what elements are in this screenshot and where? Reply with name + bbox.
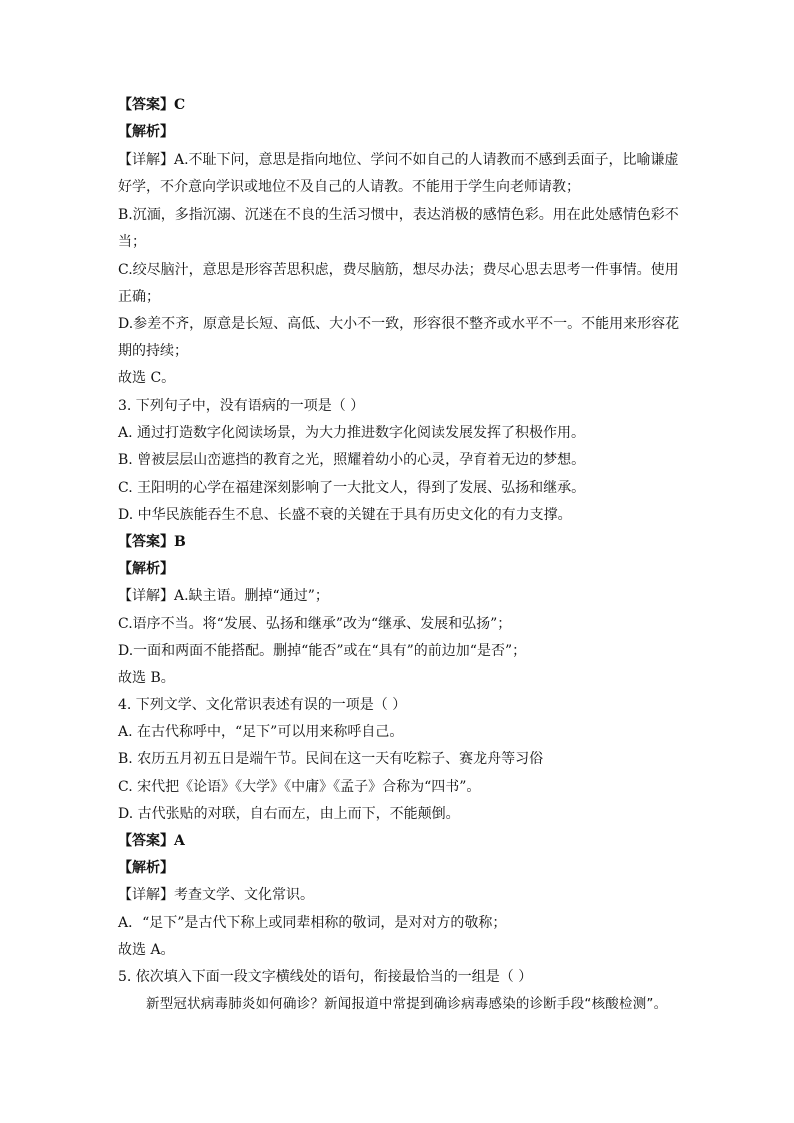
q3-detail-d: D.一面和两面不能搭配。删掉“能否”或在“具有”的前边加“是否”；	[118, 643, 527, 659]
q2-detail-d-cont: 期的持续；	[118, 343, 188, 359]
q2-answer: 【答案】C	[118, 97, 186, 113]
q4-detail-a: A．“足下”是古代下称上或同辈相称的敬词，是对对方的敬称；	[118, 915, 507, 931]
q3-detail-c: C.语序不当。将“发展、弘扬和继承”改为“继承、发展和弘扬”；	[118, 616, 512, 632]
q2-detail-b: B.沉湎，多指沉溺、沉迷在不良的生活习惯中，表达消极的感情色彩。用在此处感情色彩不	[118, 207, 679, 223]
q4-option-b: B. 农历五月初五日是端午节。民间在这一天有吃粽子、赛龙舟等习俗	[118, 751, 544, 767]
q2-analysis-label: 【解析】	[118, 124, 174, 140]
q3-option-d: D. 中华民族能吞生不息、长盛不衰的关键在于具有历史文化的有力支撑。	[118, 507, 572, 523]
q4-answer: 【答案】A	[118, 833, 185, 849]
q4-conclusion: 故选 A。	[118, 942, 175, 958]
q2-detail-a: 【详解】A.不耻下问，意思是指向地位、学问不如自己的人请教而不感到丢面子，比喻谦虚	[118, 152, 679, 168]
q3-option-c: C. 王阳明的心学在福建深刻影响了一大批文人，得到了发展、弘扬和继承。	[118, 480, 586, 496]
q3-option-a: A. 通过打造数字化阅读场景，为大力推进数字化阅读发展发挥了积极作用。	[118, 425, 586, 441]
q4-option-d: D. 古代张贴的对联，自右而左，由上而下，不能颠倒。	[118, 806, 460, 822]
q5-stem: 5. 依次填入下面一段文字横线处的语句，衔接最恰当的一组是（ ）	[118, 969, 533, 985]
q2-detail-b-cont: 当；	[118, 234, 146, 250]
q4-analysis-label: 【解析】	[118, 860, 174, 876]
q3-answer: 【答案】B	[118, 534, 186, 550]
q2-detail-c: C.绞尽脑汁，意思是形容苦思积虑，费尽脑筋，想尽办法；费尽心思去思考一件事情。使用	[118, 262, 679, 278]
q3-analysis-label: 【解析】	[118, 561, 174, 577]
q5-passage: 新型冠状病毒肺炎如何确诊？新闻报道中常提到确诊病毒感染的诊断手段“核酸检测”。	[146, 996, 668, 1012]
q3-conclusion: 故选 B。	[118, 670, 175, 686]
q2-detail-a-cont: 好学，不介意向学识或地位不及自己的人请教。不能用于学生向老师请教；	[118, 179, 580, 195]
q4-stem: 4. 下列文学、文化常识表述有误的一项是（ ）	[118, 697, 407, 713]
q3-option-b: B. 曾被层层山峦遮挡的教育之光，照耀着幼小的心灵，孕育着无边的梦想。	[118, 452, 586, 468]
q3-stem: 3. 下列句子中，没有语病的一项是（ ）	[118, 398, 365, 414]
q2-detail-d: D.参差不齐，原意是长短、高低、大小不一致，形容很不整齐或水平不一。不能用来形容花	[118, 316, 680, 332]
q3-detail-a: 【详解】A.缺主语。删掉“通过”；	[118, 588, 329, 604]
q4-detail-intro: 【详解】考查文学、文化常识。	[118, 887, 314, 903]
q2-conclusion: 故选 C。	[118, 370, 176, 386]
q4-option-a: A. 在古代称呼中，“足下”可以用来称呼自己。	[118, 724, 404, 740]
q4-option-c: C. 宋代把《论语》《大学》《中庸》《孟子》合称为“四书”。	[118, 779, 481, 795]
q2-detail-c-cont: 正确；	[118, 289, 160, 305]
